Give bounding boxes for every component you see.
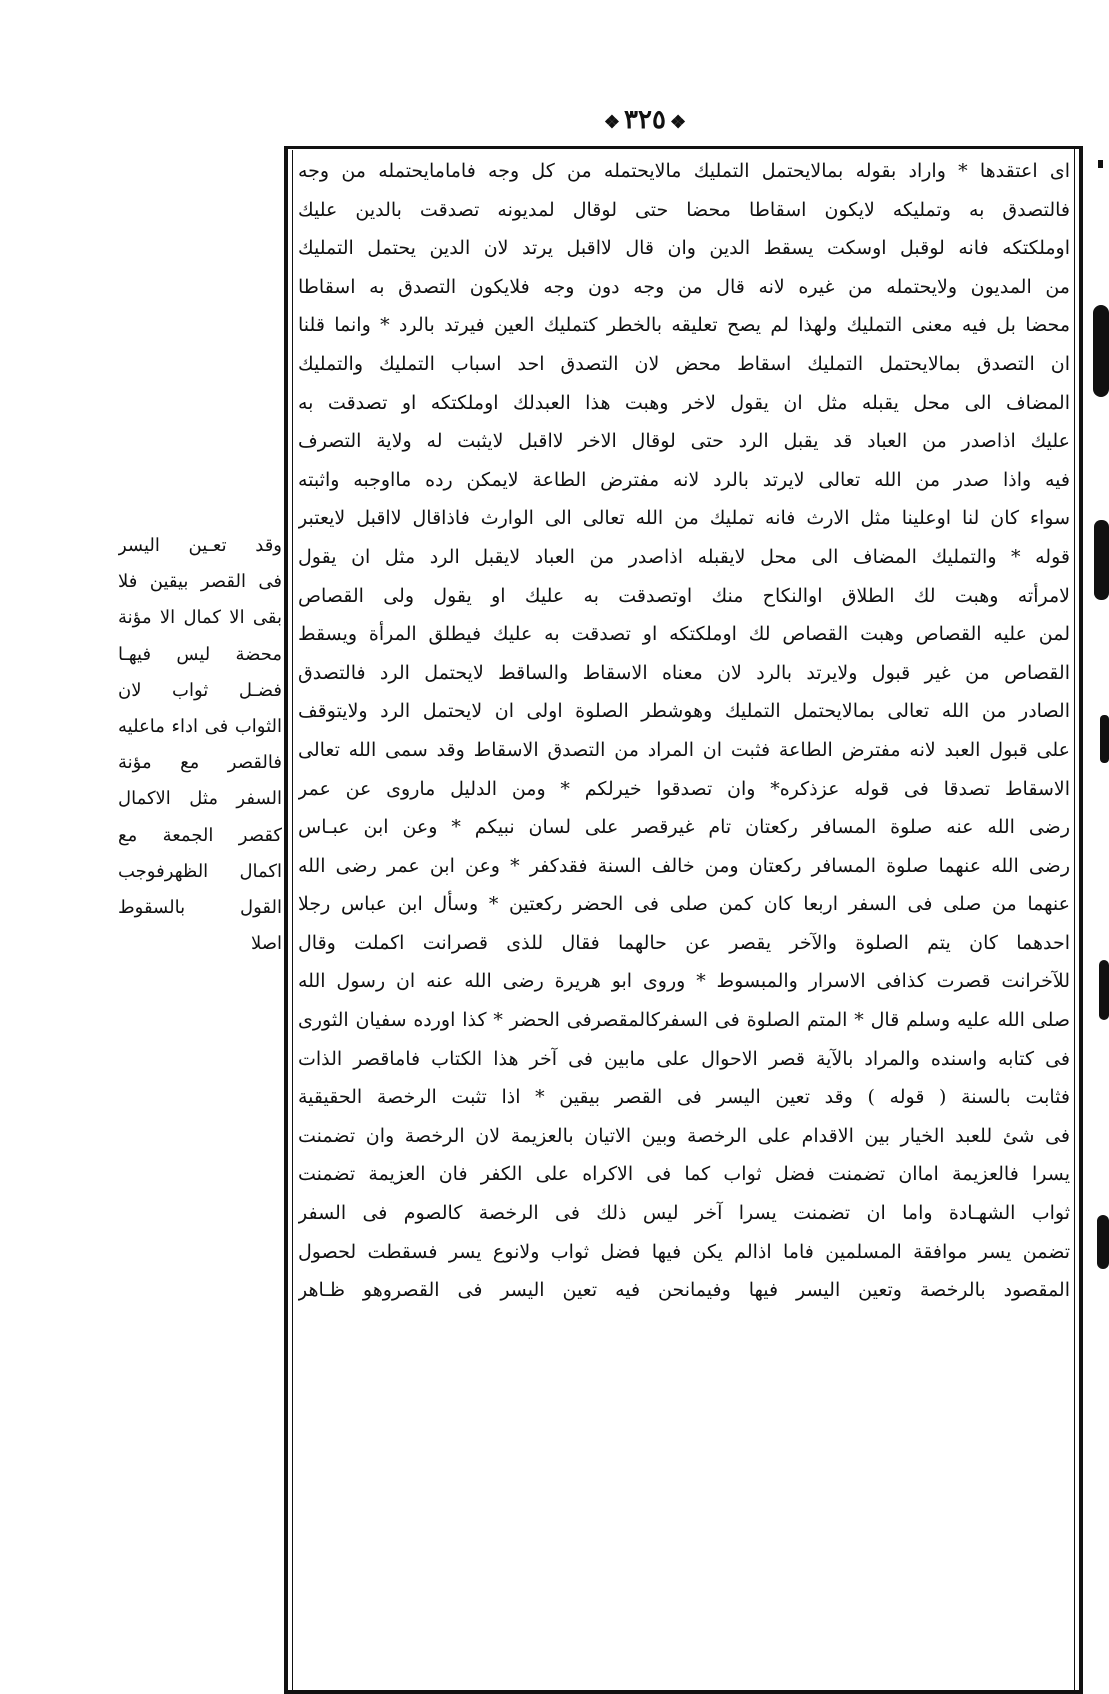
main-line: تضمن يسر موافقة المسلمين فاما اذالم يكن فيها فضل ثواب ولانوع يسر فسقطت لحصول xyxy=(298,1240,1070,1263)
main-line: رضى الله عنهما صلوة المسافر ركعتان ومن خالف السنة فقدكفر * وعن ابن عمر رضى الله xyxy=(298,854,1070,877)
scan-blot xyxy=(1100,715,1109,763)
main-line: ثواب الشهـادة واما ان تضمنت يسرا آخر ليس ذلك فى الرخصة كالصوم فى السفر xyxy=(298,1202,1070,1225)
page-number xyxy=(595,100,695,140)
main-line: القصاص من غير قبول ولايرتد بالرد لان معناه الاسقاط والساقط لايحتمل الرد فالتصدق xyxy=(298,661,1070,684)
main-line: فى شئ للعبد الخيار بين الاقدام على الرخصة وبين الاتيان بالعزيمة لان الرخصة وان تضمنت xyxy=(298,1124,1070,1147)
scan-blot xyxy=(1093,305,1109,397)
margin-line: وقد تعـين اليسر xyxy=(118,535,282,556)
main-line: رضى الله عنه صلوة المسافر ركعتان تام غيرقصر على لسان نبيكم * وعن ابن عبـاس xyxy=(298,816,1070,839)
main-line: من المديون ولايحتمله من غيره لانه قال من وجه دون وجه فلايكون التصدق به اسقاطا xyxy=(298,275,1070,298)
frame-right-rule xyxy=(1079,146,1083,1694)
main-line: فثابت بالسنة ( قوله ) وقد تعين اليسر فى القصر بيقين * اذا تثبت الرخصة الحقيقية xyxy=(298,1086,1070,1109)
margin-line: فضـل ثواب لان xyxy=(118,679,282,701)
margin-line: فالقصر مع مؤنة xyxy=(118,752,282,774)
margin-line: اكمال الظهرفوجب xyxy=(118,860,282,882)
scan-blot xyxy=(1094,520,1109,600)
margin-line: القول بالسقوط xyxy=(118,896,282,918)
main-line: محضا بل فيه معنى التمليك ولهذا لم يصح تعليقه بالخطر كتمليك العين فيرتد بالرد * وانما قلنا xyxy=(298,314,1070,337)
frame-right-inner-rule xyxy=(1074,148,1075,1692)
main-line: لمن عليه القصاص وهبت القصاص لك اوملكتكه او تصدقت به عليك فيطلق المرأة ويسقط xyxy=(298,623,1070,646)
page-number-value: ٣٢٥ xyxy=(624,105,666,135)
main-line: احدهما كان يتم الصلوة والآخر يقصر عن حالهما فقال للذى قصرانت اكملت وقال xyxy=(298,931,1070,954)
main-line: اى اعتقدها * واراد بقوله بمالايحتمل التمليك مالايحتمله من كل وجه فامامايحتمله من وجه xyxy=(298,160,1070,182)
margin-line: السفر مثل الاكمال xyxy=(118,788,282,810)
margin-line: محضة ليس فيهـا xyxy=(118,643,282,665)
main-line: لامرأته وهبت لك الطلاق اوالنكاح منك اوتصدقت به عليك او يقول ولى القصاص xyxy=(298,584,1070,607)
margin-line: الثواب فى اداء ماعليه xyxy=(118,715,282,737)
ornament-left-icon: ❖ xyxy=(669,112,687,133)
frame-left-rule xyxy=(284,148,288,1694)
main-line: للآخرانت قصرت كذافى الاسرار والمبسوط * وروى ابو هريرة رضى الله عنه ان رسول الله xyxy=(298,970,1070,993)
scan-speck xyxy=(1098,160,1103,168)
main-line: عنهما من صلى فى السفر اربعا كان كمن صلى فى الحضر ركعتين * وسأل ابن عباس رجلا xyxy=(298,893,1070,916)
main-line: ان التصدق بمالايحتمل التمليك اسقاط محض لان التصدق احد اسباب التمليك والتمليك xyxy=(298,352,1070,375)
scan-blot xyxy=(1097,1215,1109,1269)
main-text-block xyxy=(298,152,1070,1310)
main-line: على قبول العبد لانه مفترض الطاعة فثبت ان المراد من التصدق الاسقاط وقد سمى الله تعالى xyxy=(298,738,1070,761)
margin-line: كقصر الجمعة مع xyxy=(118,824,282,846)
margin-line: فى القصر بيقين فلا xyxy=(118,571,282,593)
frame-top-rule xyxy=(284,146,1083,149)
margin-line: بقى الا كمال الا مؤنة xyxy=(118,607,282,629)
frame-bottom-rule xyxy=(284,1690,1083,1694)
scan-blot xyxy=(1099,960,1109,1020)
main-line: فالتصدق به وتمليكه لايكون اسقاطا محضا حتى لوقال لمديونه تصدقت بالدين عليك xyxy=(298,198,1070,221)
main-line: اوملكتكه فانه لوقبل اوسكت يسقط الدين وان قال لااقبل يرتد لان الدين يحتمل التمليك xyxy=(298,237,1070,260)
ornament-right-icon: ❖ xyxy=(603,112,621,133)
main-line: قوله * والتمليك المضاف الى محل لايقبله اذاصدر من العباد لايقبل الرد مثل ان يقول xyxy=(298,545,1070,568)
main-line: الاسقاط تصدقا فى قوله عزذكره* وان تصدقوا خيرلكم * ومن الدليل ماروى عن عمر xyxy=(298,777,1070,800)
margin-line: اصلا xyxy=(250,933,282,955)
main-line: الصادر من الله تعالى بمالايحتمل التمليك وهوشطر الصلوة اولى ان لايحتمل الرد ولايتوقف xyxy=(298,700,1070,723)
main-line: المضاف الى محل يقبله مثل ان يقول لاخر وهبت هذا العبدلك اوملكتكه او تصدقت به xyxy=(298,391,1070,414)
main-line: سواء كان لنا اوعلينا مثل الارث فانه تمليك من الله تعالى الى الوارث فاذاقال لااقبل لايعتبر xyxy=(298,507,1070,530)
main-line: فيه واذا صدر من الله تعالى لايرتد بالرد لانه مفترض الطاعة لايمكن رده مااوجبه واثبته xyxy=(298,468,1070,491)
main-line: يسرا فالعزيمة اماان تضمنت فضل ثواب كما فى الاكراه على الكفر فان العزيمة تضمنت xyxy=(298,1163,1070,1186)
main-line: عليك اذاصدر من العباد قد يقبل الرد حتى لوقال الاخر لااقبل لايثبت له ولاية التصرف xyxy=(298,430,1070,453)
main-line: فى كتابه واسنده والمراد بالآية قصر الاحوال على مابين فى آخر هذا الكتاب فاماقصر الذات xyxy=(298,1047,1070,1070)
main-line: المقصود بالرخصة وتعين اليسر فيها وفيمانحن فيه تعين اليسر فى القصروهو ظـاهر xyxy=(298,1279,1070,1302)
main-line: صلى الله عليه وسلم قال * المتم الصلوة فى السفركالمقصرفى الحضر * كذا اورده سفيان الثورى xyxy=(298,1009,1070,1032)
frame-left-inner-rule xyxy=(292,150,293,1692)
margin-note xyxy=(118,528,282,962)
